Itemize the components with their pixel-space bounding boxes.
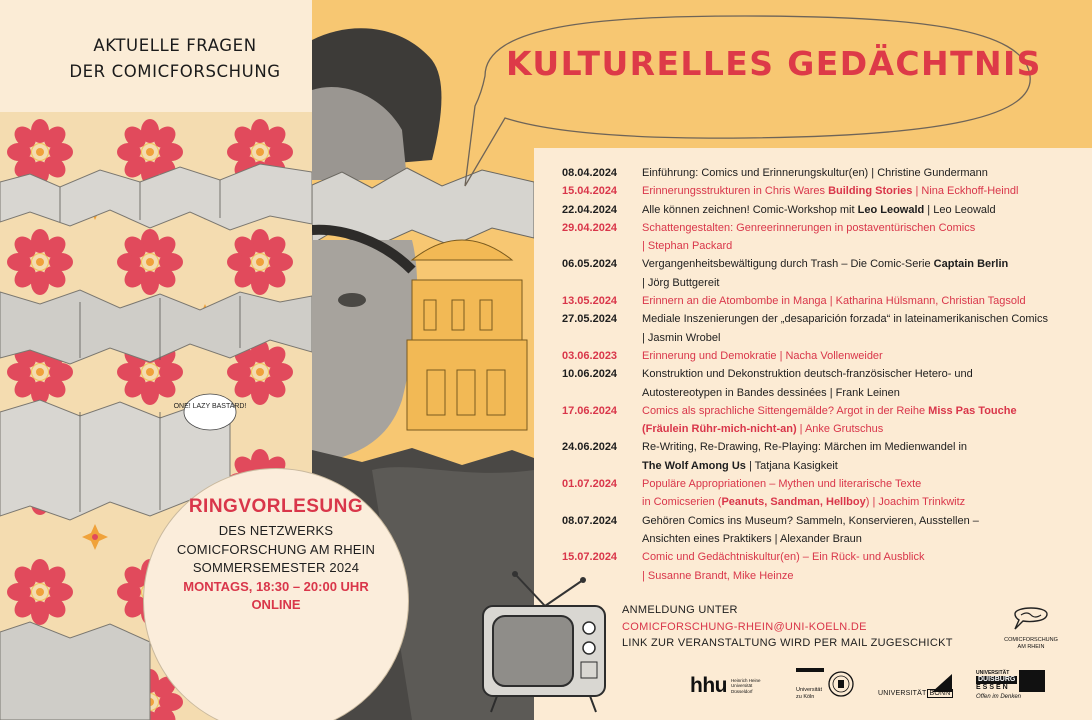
talk-segment: Vergangenheitsbewältigung durch Trash – Die Comic-Serie [642, 258, 934, 271]
schedule-date: 15.04.2024 [562, 185, 618, 198]
schedule-row [562, 384, 1082, 402]
talk-segment: Einführung: Comics und Erinnerungskultur(en) | [642, 167, 878, 179]
schedule-talk-text [642, 219, 1082, 237]
schedule-row [562, 548, 1082, 566]
koeln-seal-icon [828, 671, 854, 697]
schedule-talk-text [642, 384, 1082, 402]
hhu-sub-3: Düsseldorf [730, 688, 753, 694]
schedule-row [562, 274, 1082, 292]
talk-segment: Erinnerungsstrukturen in Chris Wares [642, 185, 829, 198]
uni-koeln-logo [796, 668, 854, 700]
series-title [60, 33, 290, 85]
schedule-talk-text [642, 402, 1082, 420]
talk-segment: Populäre Appropriationen – Mythen und literarische Texte [642, 478, 922, 491]
series-title-line-1: AKTUELLE FRAGEN [93, 36, 257, 55]
schedule-date: 13.05.2024 [562, 295, 618, 308]
talk-segment: | Susanne Brandt, Mike Heinze [642, 569, 794, 582]
schedule-date-spacer [562, 274, 642, 292]
hhu-logo [690, 674, 761, 698]
talk-segment: | Nina Eckhoff-Heindl [912, 185, 1019, 198]
uni-bonn-logo [878, 670, 956, 700]
talk-segment: Re-Writing, Re-Drawing, Re-Playing: Märchen im Medienwandel in [642, 441, 968, 454]
schedule-row [562, 237, 1082, 255]
hhu-wordmark: hhu [690, 674, 727, 697]
series-title-line-2: DER COMICFORSCHUNG [69, 62, 281, 81]
schedule-row [562, 219, 1082, 237]
main-title: KULTURELLES GEDÄCHTNIS [506, 44, 1042, 83]
talk-segment: | Tatjana Kasigkeit [745, 459, 838, 472]
schedule-date: 01.07.2024 [562, 478, 618, 491]
talk-segment: Leo Leowald [857, 203, 925, 216]
talk-segment: Alle können zeichnen! Comic-Workshop mit [642, 203, 858, 216]
schedule-date: 24.06.2024 [562, 441, 618, 454]
network-logo [996, 602, 1066, 650]
due-text-a: UNIVERSITÄT [976, 670, 1010, 676]
speech-bubble-shape [184, 394, 236, 430]
registration-label: ANMELDUNG UNTER [622, 604, 738, 616]
schedule-date-spacer [562, 457, 642, 475]
talk-segment: in Comicserien ( [642, 496, 722, 509]
schedule-talk-text [642, 438, 1082, 456]
schedule-talk-text [642, 310, 1082, 328]
talk-segment: Comic und Gedächtniskultur(en) – Ein Rück- und Ausblick [642, 551, 925, 564]
schedule-date: 06.05.2024 [562, 258, 618, 271]
talk-segment: ) | Joachim Trinkwitz [865, 496, 966, 509]
koeln-line-2: zu Köln [796, 693, 815, 700]
schedule-talk-text [642, 475, 1082, 493]
talk-segment: Christine Gundermann [877, 167, 988, 179]
schedule-row [562, 512, 1082, 530]
talk-segment: Erinnerung und Demokratie | Nacha Vollenweider [642, 349, 883, 362]
schedule-row [562, 365, 1082, 383]
talk-segment: Miss Pas Touche [928, 404, 1017, 417]
torn-comic-strip-4 [0, 622, 150, 720]
schedule-talk-text [642, 347, 1082, 365]
schedule-date: 29.04.2024 [562, 221, 618, 234]
schedule-row [562, 347, 1082, 365]
hhu-sub-1: Heinrich Heine [730, 678, 761, 684]
talk-segment: | Stephan Packard [642, 240, 733, 253]
talk-segment: Gehören Comics ins Museum? Sammeln, Konservieren, Ausstellen – [642, 514, 979, 527]
schedule-row [562, 438, 1082, 456]
schedule-row [562, 182, 1082, 200]
schedule-row [562, 164, 1082, 182]
network-logo-line-1: COMICFORSCHUNG [1004, 637, 1058, 643]
schedule-row [562, 329, 1082, 347]
event-network-name: COMICFORSCHUNG AM RHEIN [176, 541, 376, 557]
schedule-talk-text [642, 493, 1082, 511]
bonn-text-a: UNIVERSITÄT [878, 690, 927, 697]
due-text-c: ESSEN [976, 684, 1010, 691]
bonn-text-b: BONN [929, 690, 951, 697]
event-semester: SOMMERSEMESTER 2024 [192, 560, 360, 575]
schedule-talk-text [642, 274, 1082, 292]
due-logo-block [1019, 670, 1045, 692]
series-header [0, 0, 312, 112]
schedule-date-spacer [562, 237, 642, 255]
talk-segment: Ansichten eines Praktikers | Alexander Braun [642, 532, 862, 545]
schedule-list [562, 164, 1082, 585]
registration-note: LINK ZUR VERANSTALTUNG WIRD PER MAIL ZUGESCHICKT [622, 637, 953, 649]
schedule-date-spacer [562, 329, 642, 347]
schedule-date: 08.04.2024 [562, 167, 618, 179]
schedule-talk-text [642, 329, 1082, 347]
schedule-row [562, 201, 1082, 219]
due-tagline: Offen im Denken [976, 694, 1022, 700]
comic-bubble-text: ONE! LAZY BASTARD! [173, 403, 247, 410]
talk-segment: The Wolf Among Us [642, 459, 746, 472]
talk-segment: Konstruktion und Dekonstruktion deutsch-französischer Hetero- und [642, 368, 973, 381]
portrait-eye [338, 293, 366, 307]
registration-info [622, 602, 953, 652]
schedule-talk-text [642, 457, 1082, 475]
talk-segment: | Anke Grutschus [796, 423, 884, 436]
schedule-talk-text [642, 365, 1082, 383]
schedule-row [562, 475, 1082, 493]
event-network-line: DES NETZWERKS [218, 523, 334, 538]
schedule-talk-text [642, 182, 1082, 200]
schedule-talk-text [642, 292, 1082, 310]
talk-segment: Captain Berlin [933, 258, 1009, 271]
schedule-talk-text [642, 512, 1082, 530]
schedule-talk-text [642, 548, 1082, 566]
koeln-line-1: Universität [796, 687, 822, 693]
hhu-sub-2: Universität [730, 683, 753, 689]
schedule-row [562, 530, 1082, 548]
schedule-row [562, 420, 1082, 438]
talk-segment: | Jasmin Wrobel [642, 331, 721, 344]
talk-segment: Mediale Inszenierungen der „desaparición forzada“ in lateinamerikanischen Comics [642, 313, 1048, 326]
talk-segment: Schattengestalten: Genreerinnerungen in postaventürischen Comics [642, 221, 976, 234]
schedule-talk-text [642, 420, 1082, 438]
event-time: MONTAGS, 18:30 – 20:00 UHR [183, 578, 369, 594]
event-mode: ONLINE [251, 597, 301, 612]
schedule-talk-text [642, 164, 1082, 182]
network-speech-bubble-icon [1009, 602, 1053, 632]
schedule-row [562, 493, 1082, 511]
ringvorlesung-title: RINGVORLESUNG [188, 496, 364, 517]
schedule-date-spacer [562, 420, 642, 438]
due-text-b: DUISBURG [978, 676, 1016, 683]
schedule-row [562, 457, 1082, 475]
talk-segment: Building Stories [828, 185, 913, 198]
schedule-row [562, 292, 1082, 310]
schedule-row [562, 255, 1082, 273]
schedule-date: 03.06.2023 [562, 349, 618, 362]
talk-segment: (Fräulein Rühr-mich-nicht-an) [642, 423, 797, 436]
network-logo-line-2: AM RHEIN [1017, 643, 1045, 650]
talk-segment: Autostereotypen in Bandes dessinées | Frank Leinen [642, 386, 900, 399]
talk-segment: Erinnern an die Atombombe in Manga | Katharina Hülsmann, Christian Tagsold [642, 295, 1026, 308]
registration-email-link[interactable]: COMICFORSCHUNG-RHEIN@UNI-KOELN.DE [622, 620, 867, 633]
schedule-talk-text [642, 201, 1082, 219]
schedule-row [562, 567, 1082, 585]
schedule-date: 10.06.2024 [562, 368, 618, 381]
uni-due-logo [976, 670, 1052, 700]
schedule-date: 22.04.2024 [562, 203, 618, 216]
tv-icon [475, 566, 610, 720]
schedule-talk-text [642, 530, 1082, 548]
schedule-talk-text [642, 255, 1082, 273]
schedule-row [562, 402, 1082, 420]
talk-segment: | Leo Leowald [924, 203, 996, 216]
schedule-date-spacer [562, 384, 642, 402]
talk-segment: Comics als sprachliche Sittengemälde? Argot in der Reihe [642, 404, 929, 417]
schedule-date-spacer [562, 530, 642, 548]
event-info [143, 496, 409, 615]
schedule-talk-text [642, 237, 1082, 255]
schedule-date: 17.06.2024 [562, 404, 618, 417]
talk-segment: Peanuts, Sandman, Hellboy [721, 496, 866, 509]
schedule-date: 08.07.2024 [562, 514, 618, 527]
schedule-date: 15.07.2024 [562, 551, 618, 564]
schedule-talk-text [642, 567, 1082, 585]
schedule-date-spacer [562, 493, 642, 511]
schedule-date: 27.05.2024 [562, 313, 618, 326]
talk-segment: | Jörg Buttgereit [642, 276, 720, 289]
schedule-row [562, 310, 1082, 328]
